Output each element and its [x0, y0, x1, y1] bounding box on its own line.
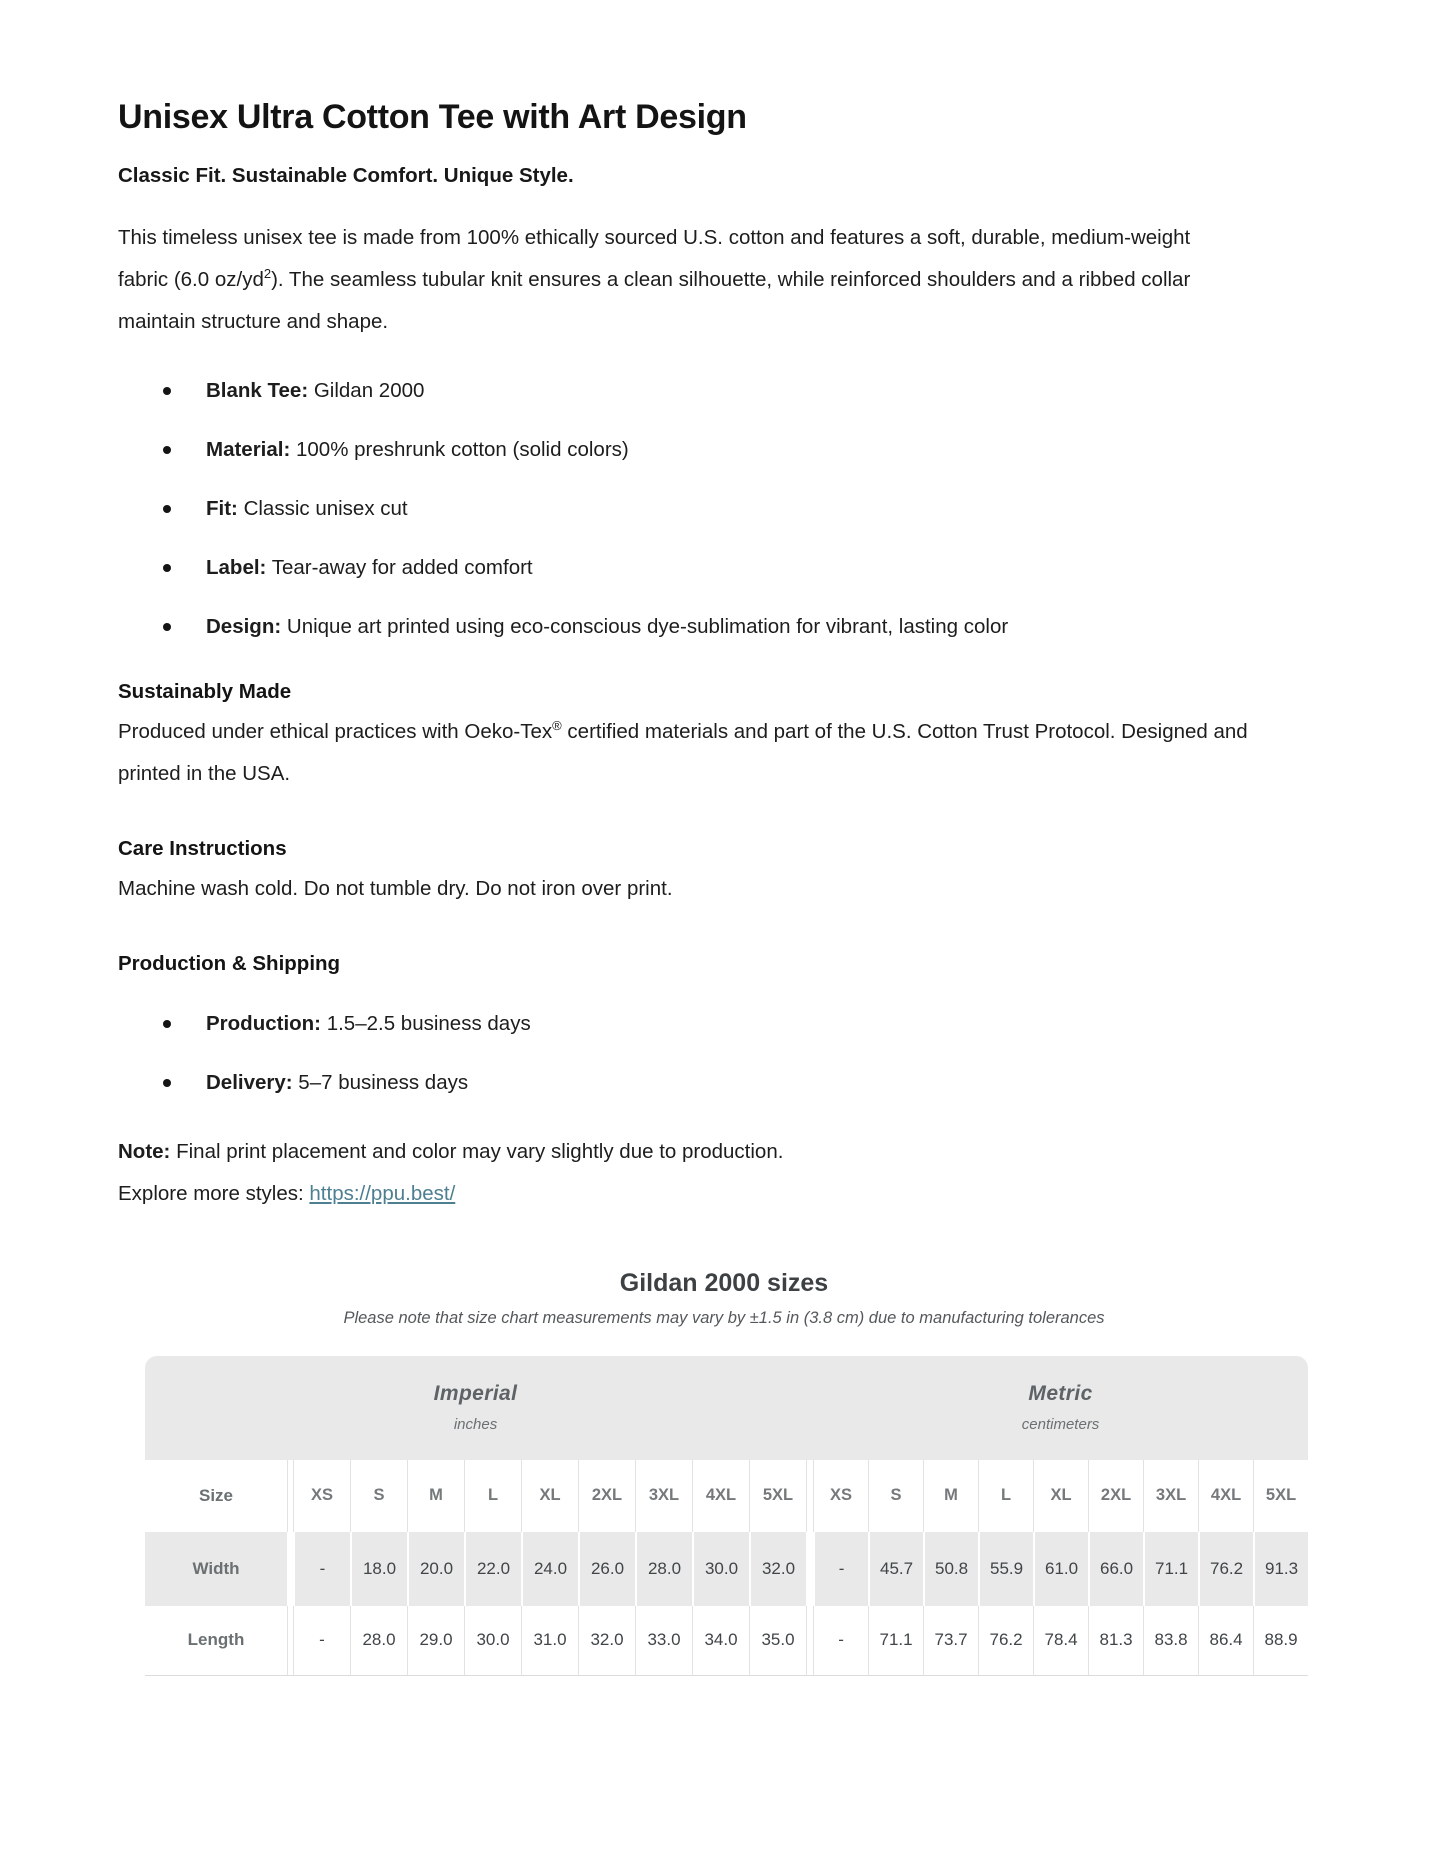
cell: 34.0	[692, 1606, 749, 1676]
col-header-2xl: 2XL	[1088, 1460, 1143, 1532]
subtitle: Classic Fit. Sustainable Comfort. Unique Style.	[118, 163, 574, 187]
bullet-dot	[163, 505, 171, 513]
col-header-m: M	[923, 1460, 978, 1532]
explore-text: Explore more styles:	[118, 1181, 310, 1205]
heading-care-instructions: Care Instructions	[118, 836, 287, 860]
feature-list	[118, 380, 1330, 638]
cell: 55.9	[978, 1532, 1033, 1606]
cell: 71.1	[1143, 1532, 1198, 1606]
col-header-3xl: 3XL	[635, 1460, 692, 1532]
intro-text-1: This timeless unisex tee is made from 100% ethically sourced U.S. cotton and features a soft, durable, medium-weight fabric (6.0 oz/yd	[118, 225, 1191, 291]
registered-mark: ®	[552, 717, 562, 733]
list-item-design	[118, 616, 1330, 638]
col-header-4xl: 4XL	[1198, 1460, 1253, 1532]
explore-styles-link[interactable]: https://ppu.best/	[309, 1181, 456, 1205]
list-item-production	[118, 1013, 1330, 1035]
cell: 73.7	[923, 1606, 978, 1676]
production-list	[118, 1013, 1330, 1094]
bullet-text: 100% preshrunk cotton (solid colors)	[290, 437, 629, 461]
bullet-text: Gildan 2000	[308, 378, 425, 402]
cell: -	[293, 1532, 350, 1606]
col-header-s: S	[868, 1460, 923, 1532]
bullet-dot	[163, 623, 171, 631]
list-item-blank-tee	[118, 380, 1330, 402]
size-label-header: Size	[145, 1460, 287, 1532]
care-paragraph: Machine wash cold. Do not tumble dry. Do not iron over print.	[118, 876, 673, 900]
imperial-group-header	[145, 1356, 806, 1460]
col-header-xs: XS	[813, 1460, 868, 1532]
tolerance-note: Please note that size chart measurements may vary by ±1.5 in (3.8 cm) due to manufacturing tolerances	[343, 1308, 1105, 1327]
cell: 24.0	[521, 1532, 578, 1606]
list-item-fit	[118, 498, 1330, 520]
cell: 20.0	[407, 1532, 464, 1606]
cell: 29.0	[407, 1606, 464, 1676]
cell: 88.9	[1253, 1606, 1308, 1676]
bullet-label: Label:	[206, 555, 267, 579]
cell: 28.0	[350, 1606, 407, 1676]
size-chart-table	[145, 1356, 1308, 1676]
page-title: Unisex Ultra Cotton Tee with Art Design	[118, 98, 747, 136]
row-label-width: Width	[145, 1532, 287, 1606]
col-header-2xl: 2XL	[578, 1460, 635, 1532]
intro-text-2: ). The seamless tubular knit ensures a clean silhouette, while reinforced shoulders and a ribbed collar maintain structure and shape.	[118, 267, 1191, 333]
col-header-m: M	[407, 1460, 464, 1532]
cell: 61.0	[1033, 1532, 1088, 1606]
list-item-delivery	[118, 1072, 1330, 1094]
imperial-group-unit: inches	[453, 1416, 498, 1433]
size-header-row	[145, 1460, 1308, 1532]
list-item-material	[118, 439, 1330, 461]
cell: 31.0	[521, 1606, 578, 1676]
note-label: Note:	[118, 1139, 171, 1163]
unit-group-row	[145, 1356, 1308, 1460]
group-gap	[806, 1356, 813, 1460]
col-header-3xl: 3XL	[1143, 1460, 1198, 1532]
metric-group-unit: centimeters	[1021, 1416, 1100, 1433]
sustainably-text-2: certified materials and part of the U.S. Cotton Trust Protocol. Designed and printed in the USA.	[118, 719, 1248, 785]
sustainably-text-1: Produced under ethical practices with Oeko-Tex	[118, 719, 553, 743]
cell: 76.2	[1198, 1532, 1253, 1606]
superscript-2: 2	[263, 265, 272, 281]
cell: 22.0	[464, 1532, 521, 1606]
note-text: Final print placement and color may vary slightly due to production.	[170, 1139, 784, 1163]
cell: 76.2	[978, 1606, 1033, 1676]
cell: 26.0	[578, 1532, 635, 1606]
cell: 81.3	[1088, 1606, 1143, 1676]
group-gap	[806, 1606, 813, 1676]
row-label-length: Length	[145, 1606, 287, 1676]
cell: 78.4	[1033, 1606, 1088, 1676]
bullet-dot	[163, 1079, 171, 1087]
bullet-dot	[163, 446, 171, 454]
cell: 32.0	[749, 1532, 806, 1606]
bullet-dot	[163, 1020, 171, 1028]
col-header-5xl: 5XL	[1253, 1460, 1308, 1532]
cell: 83.8	[1143, 1606, 1198, 1676]
cell: 66.0	[1088, 1532, 1143, 1606]
cell: 50.8	[923, 1532, 978, 1606]
cell: 91.3	[1253, 1532, 1308, 1606]
cell: 18.0	[350, 1532, 407, 1606]
col-header-l: L	[464, 1460, 521, 1532]
imperial-group-name: Imperial	[433, 1382, 518, 1405]
size-chart-title: Gildan 2000 sizes	[619, 1268, 829, 1297]
metric-group-name: Metric	[1028, 1382, 1093, 1405]
intro-paragraph	[118, 217, 1223, 343]
width-row	[145, 1532, 1308, 1606]
cell: 30.0	[692, 1532, 749, 1606]
col-header-xs: XS	[293, 1460, 350, 1532]
length-row	[145, 1606, 1308, 1676]
cell: 32.0	[578, 1606, 635, 1676]
group-gap	[806, 1460, 813, 1532]
bullet-label: Material:	[206, 437, 291, 461]
bullet-text: 1.5–2.5 business days	[321, 1011, 531, 1035]
cell: 28.0	[635, 1532, 692, 1606]
bullet-label: Fit:	[206, 496, 238, 520]
cell: 35.0	[749, 1606, 806, 1676]
bullet-text: 5–7 business days	[292, 1070, 469, 1094]
bullet-dot	[163, 387, 171, 395]
cell: 33.0	[635, 1606, 692, 1676]
cell: 71.1	[868, 1606, 923, 1676]
heading-sustainably-made: Sustainably Made	[118, 679, 292, 703]
bullet-text: Classic unisex cut	[237, 496, 408, 520]
cell: 45.7	[868, 1532, 923, 1606]
bullet-label: Blank Tee:	[206, 378, 309, 402]
bullet-text: Tear-away for added comfort	[266, 555, 533, 579]
cell: -	[293, 1606, 350, 1676]
note-paragraph	[118, 1131, 1330, 1215]
sustainably-paragraph	[118, 711, 1288, 795]
col-header-xl: XL	[1033, 1460, 1088, 1532]
col-header-xl: XL	[521, 1460, 578, 1532]
cell: -	[813, 1532, 868, 1606]
cell: -	[813, 1606, 868, 1676]
bullet-label: Production:	[206, 1011, 322, 1035]
list-item-label	[118, 557, 1330, 579]
bullet-label: Delivery:	[206, 1070, 293, 1094]
metric-group-header	[813, 1356, 1308, 1460]
heading-production-shipping: Production & Shipping	[118, 951, 341, 975]
cell: 30.0	[464, 1606, 521, 1676]
bullet-label: Design:	[206, 614, 282, 638]
bullet-text: Unique art printed using eco-conscious dye-sublimation for vibrant, lasting color	[281, 614, 1009, 638]
col-header-4xl: 4XL	[692, 1460, 749, 1532]
col-header-5xl: 5XL	[749, 1460, 806, 1532]
group-gap	[806, 1532, 813, 1606]
cell: 86.4	[1198, 1606, 1253, 1676]
col-header-s: S	[350, 1460, 407, 1532]
bullet-dot	[163, 564, 171, 572]
col-header-l: L	[978, 1460, 1033, 1532]
